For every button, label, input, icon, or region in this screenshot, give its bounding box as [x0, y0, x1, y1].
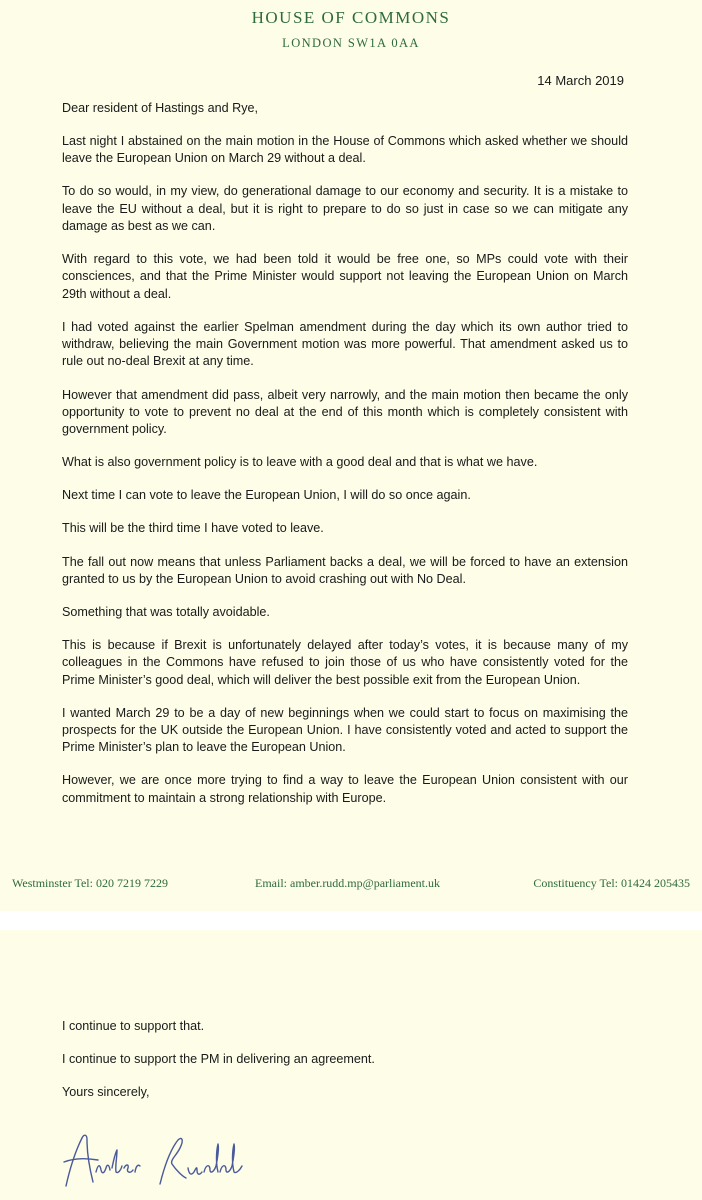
footer-westminster-tel: Westminster Tel: 020 7219 7229 [12, 876, 168, 890]
paragraph: However that amendment did pass, albeit very narrowly, and the main motion then became the only opportunity to vote to prevent no deal at the end of this month which is completely consistent with government policy. [62, 387, 628, 437]
footer-email: Email: amber.rudd.mp@parliament.uk [255, 876, 441, 890]
paragraph: To do so would, in my view, do generational damage to our economy and security. It is a mistake to leave the EU without a deal, but it is right to prepare to do so just in case so we can mitigate any damage as best as we can. [62, 184, 628, 234]
salutation: Dear resident of Hastings and Rye, [62, 101, 259, 115]
paragraph: This is because if Brexit is unfortunately delayed after today’s votes, it is because many of my colleagues in the Commons have refused to join those of us who have consistently voted for the Prime Minister’s good deal, which will deliver the best possible exit from the European Union. [62, 638, 628, 687]
paragraph: This will be the third time I have voted to leave. [62, 521, 324, 536]
paragraph: Something that was totally avoidable. [62, 604, 270, 619]
paragraph: Last night I abstained on the main motion in the House of Commons which asked whether we should leave the European Union on March 29 without a deal. [62, 134, 628, 166]
closing-line: I continue to support that. [62, 1019, 205, 1033]
closing-line: I continue to support the PM in delivering an agreement. [62, 1052, 375, 1067]
footer-constituency-tel: Constituency Tel: 01424 205435 [533, 876, 690, 890]
sign-off: Yours sincerely, [62, 1085, 150, 1100]
letter-closing [62, 1018, 628, 1117]
paragraph: I wanted March 29 to be a day of new beginnings when we could start to focus on maximising the prospects for the UK outside the European Union. I have consistently voted and acted to support the Prime Minister’s plan to leave the European Union. [62, 705, 628, 755]
paragraph: However, we are once more trying to find a way to leave the European Union consistent with our commitment to maintain a strong relationship with Europe. [62, 773, 628, 805]
letter-date: 14 March 2019 [537, 73, 624, 88]
paragraph: Next time I can vote to leave the European Union, I will do so once again. [62, 488, 471, 503]
paragraph: The fall out now means that unless Parliament backs a deal, we will be forced to have an extension granted to us by the European Union to avoid crashing out with No Deal. [62, 554, 628, 586]
paragraph: What is also government policy is to leave with a good deal and that is what we have. [62, 455, 538, 470]
paragraph: I had voted against the earlier Spelman amendment during the day which its own author tried to withdraw, believing the main Government motion was more powerful. That amendment asked us to rule out no-deal Brexit at any time. [62, 319, 628, 369]
paragraph: With regard to this vote, we had been told it would be free one, so MPs could vote with their consciences, and that the Prime Minister would support not leaving the European Union on March 29th without a deal. [62, 252, 628, 301]
letter-page-2 [0, 930, 702, 1200]
letter-body [62, 100, 628, 823]
handwritten-signature [60, 1128, 270, 1190]
letterhead-title: HOUSE OF COMMONS [251, 8, 451, 27]
letterhead-address: LONDON SW1A 0AA [282, 36, 420, 50]
